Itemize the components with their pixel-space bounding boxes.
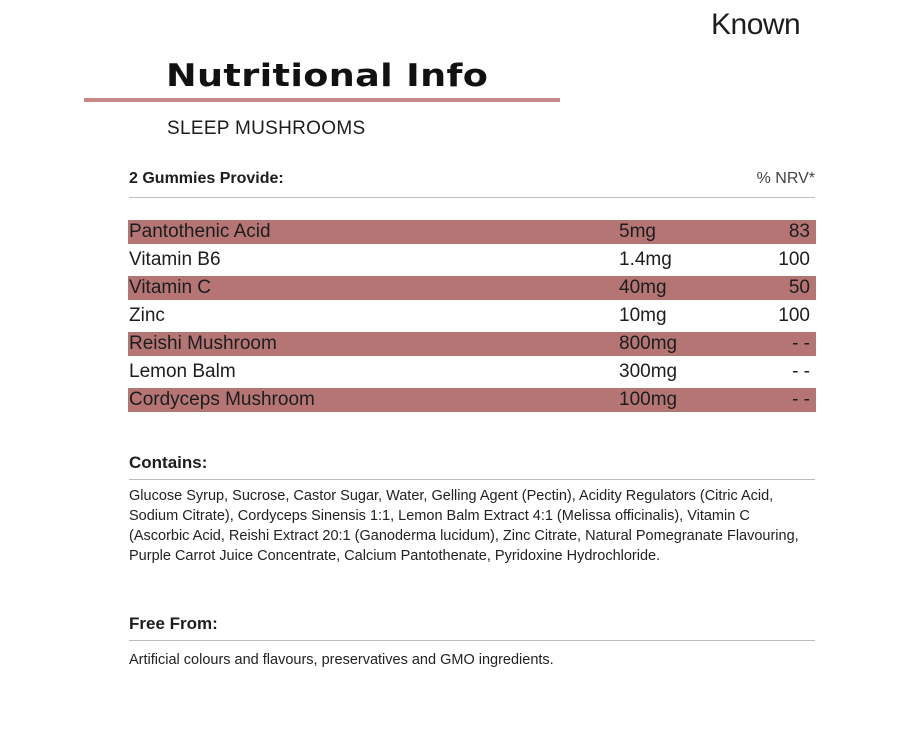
table-row [128, 304, 816, 328]
nutrient-nrv: - - [792, 333, 810, 354]
page-title: Nutritional Info [166, 58, 489, 94]
nutrient-name: Pantothenic Acid [129, 221, 271, 242]
brand-logo: Known [711, 8, 801, 41]
nutrient-nrv: 50 [788, 277, 810, 298]
nutrient-nrv: 100 [778, 249, 810, 270]
nutrient-name: Reishi Mushroom [129, 333, 277, 354]
nutrient-amount: 100mg [619, 389, 678, 410]
serving-label: 2 Gummies Provide: [129, 170, 284, 187]
free-from-title: Free From: [129, 614, 218, 633]
nutrient-nrv: - - [792, 389, 810, 410]
nutrient-amount: 10mg [619, 305, 667, 326]
nutrient-nrv: 83 [788, 221, 810, 242]
nutrient-name: Vitamin C [129, 277, 212, 298]
table-row [128, 388, 816, 412]
table-row [128, 332, 816, 356]
divider [129, 479, 815, 480]
table-row [128, 360, 816, 384]
serving-header [129, 170, 815, 192]
nutrient-amount: 300mg [619, 361, 678, 382]
nutrient-amount: 5mg [619, 221, 656, 242]
table-row [128, 220, 816, 244]
nutrient-name: Lemon Balm [129, 361, 236, 382]
contains-title: Contains: [129, 453, 208, 472]
table-row [128, 248, 816, 272]
nutrient-amount: 800mg [619, 333, 678, 354]
nutrient-name: Cordyceps Mushroom [129, 389, 315, 410]
free-from-text: Artificial colours and flavours, preservatives and GMO ingredients. [129, 652, 554, 668]
title-underline [84, 98, 560, 102]
nutrient-amount: 1.4mg [619, 249, 672, 270]
nutrient-name: Zinc [129, 305, 165, 326]
nutrient-nrv: 100 [778, 305, 810, 326]
nutrient-nrv: - - [792, 361, 810, 382]
divider [129, 197, 815, 198]
nutrient-name: Vitamin B6 [129, 249, 221, 270]
nrv-header: % NRV* [756, 170, 815, 187]
nutrient-amount: 40mg [619, 277, 667, 298]
product-subtitle: SLEEP MUSHROOMS [167, 118, 366, 139]
nutrient-table [128, 220, 816, 416]
contains-text: Glucose Syrup, Sucrose, Castor Sugar, Water, Gelling Agent (Pectin), Acidity Regulators (Citric Acid, Sodium Citrate), Cordyceps Sinensis 1:1, Lemon Balm Extract 4:1 (Melissa officinalis), Vitamin C (Ascorbic Acid, Reishi Extract 20:1 (Ganoderma lucidum), Zinc Citrate, Natural Pomegranate Flavouring, Purple Carrot Juice Concentrate, Calcium Pantothenate, Pyridoxine Hydrochloride. [129, 488, 799, 564]
divider [129, 640, 815, 641]
table-row [128, 276, 816, 300]
